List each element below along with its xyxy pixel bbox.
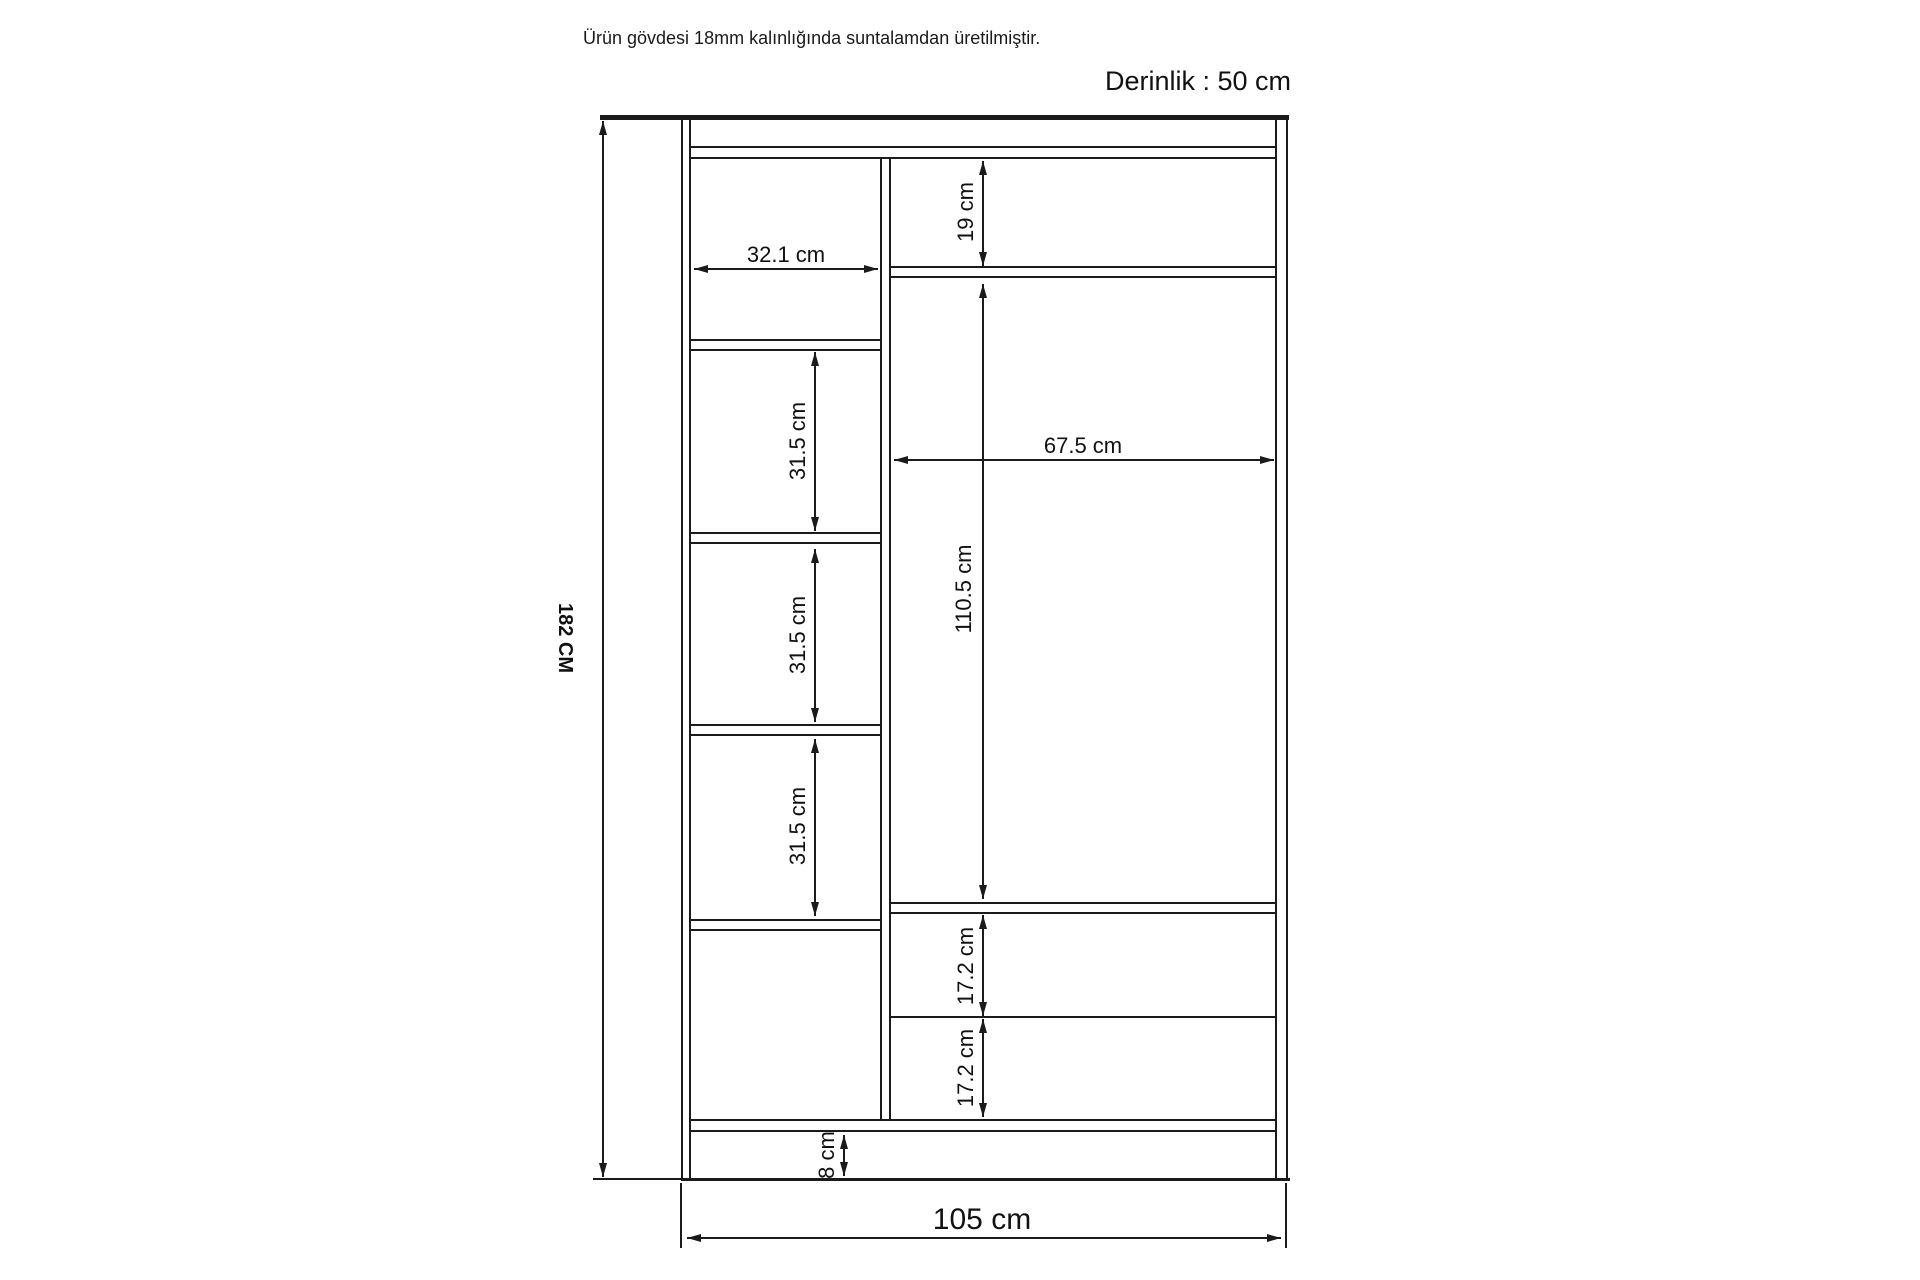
right-top-shelf-upper-line xyxy=(891,266,1277,268)
dim-label-shelf-gap-2: 31.5 cm xyxy=(785,595,810,675)
bottom-panel-upper-line xyxy=(691,1119,1277,1121)
dim-label-overall-width: 105 cm xyxy=(932,1203,1032,1236)
arrowhead-left-icon xyxy=(687,1234,701,1242)
dim-label-shelf-gap-1: 31.5 cm xyxy=(785,401,810,481)
right-side-panel-outer-line xyxy=(1286,118,1288,1178)
arrowhead-down-icon xyxy=(811,902,819,916)
center-divider-left-line xyxy=(880,157,882,1120)
cabinet-top-edge xyxy=(600,115,1289,120)
dim-line-shelf-gap-1 xyxy=(814,352,816,531)
arrowhead-up-icon xyxy=(979,284,987,298)
arrowhead-right-icon xyxy=(864,265,878,273)
arrowhead-down-icon xyxy=(979,885,987,899)
drawer-top-lower-line xyxy=(891,912,1277,914)
left-shelf-2-upper-line xyxy=(691,532,882,534)
dim-line-left-column-width xyxy=(694,268,878,270)
arrowhead-up-icon xyxy=(840,1135,848,1149)
material-note: Ürün gövdesi 18mm kalınlığında suntalamdan üretilmiştir. xyxy=(583,28,1041,48)
left-shelf-4-lower-line xyxy=(691,929,882,931)
dim-line-right-section-width xyxy=(894,459,1274,461)
arrowhead-left-icon xyxy=(894,456,908,464)
arrowhead-down-icon xyxy=(979,1103,987,1117)
dim-ext-width-right xyxy=(1285,1183,1287,1248)
arrowhead-right-icon xyxy=(1267,1234,1281,1242)
dim-line-drawer-1 xyxy=(982,915,984,1016)
dim-line-shelf-gap-3 xyxy=(814,739,816,916)
arrowhead-up-icon xyxy=(811,739,819,753)
left-shelf-2-lower-line xyxy=(691,542,882,544)
arrowhead-down-icon xyxy=(840,1162,848,1176)
dim-line-overall-width xyxy=(687,1237,1281,1239)
left-shelf-3-upper-line xyxy=(691,724,882,726)
dim-label-left-column-width: 32.1 cm xyxy=(746,242,826,267)
dim-label-shelf-gap-3: 31.5 cm xyxy=(785,786,810,866)
dim-ext-bottom-left xyxy=(593,1178,682,1180)
arrowhead-right-icon xyxy=(1260,456,1274,464)
left-shelf-3-lower-line xyxy=(691,734,882,736)
cabinet-bottom-edge xyxy=(681,1178,1290,1181)
left-shelf-4-upper-line xyxy=(691,919,882,921)
dim-line-hanging-area-height xyxy=(982,284,984,899)
top-panel-upper-line xyxy=(691,146,1277,148)
arrowhead-up-icon xyxy=(811,549,819,563)
arrowhead-up-icon xyxy=(599,121,607,135)
arrowhead-down-icon xyxy=(979,1002,987,1016)
dim-line-top-shelf-height xyxy=(982,161,984,266)
dim-label-base-height: 8 cm xyxy=(814,1131,839,1179)
dim-label-drawer-1: 17.2 cm xyxy=(953,926,978,1006)
right-top-shelf-lower-line xyxy=(891,276,1277,278)
arrowhead-up-icon xyxy=(979,915,987,929)
drawer-top-upper-line xyxy=(891,902,1277,904)
bottom-panel-lower-line xyxy=(691,1130,1277,1132)
dim-label-top-shelf-height: 19 cm xyxy=(953,182,978,242)
arrowhead-up-icon xyxy=(979,161,987,175)
dim-label-drawer-2: 17.2 cm xyxy=(953,1028,978,1108)
arrowhead-up-icon xyxy=(979,1019,987,1033)
arrowhead-down-icon xyxy=(599,1163,607,1177)
depth-label: Derinlik : 50 cm xyxy=(1105,66,1292,96)
center-divider-right-line xyxy=(889,157,891,1120)
arrowhead-left-icon xyxy=(694,265,708,273)
arrowhead-down-icon xyxy=(979,252,987,266)
arrowhead-up-icon xyxy=(811,352,819,366)
arrowhead-down-icon xyxy=(811,708,819,722)
left-shelf-1-upper-line xyxy=(691,339,882,341)
dim-label-right-section-width: 67.5 cm xyxy=(1043,433,1123,458)
dim-ext-width-left xyxy=(680,1183,682,1248)
left-side-panel-outer-line xyxy=(681,118,683,1178)
top-panel-lower-line xyxy=(691,157,1277,159)
dim-line-shelf-gap-2 xyxy=(814,549,816,722)
left-shelf-1-lower-line xyxy=(691,349,882,351)
dim-label-hanging-area-height: 110.5 cm xyxy=(951,544,976,634)
arrowhead-down-icon xyxy=(811,517,819,531)
dim-label-overall-height: 182 CM xyxy=(554,602,576,674)
left-side-panel-inner-line xyxy=(689,118,691,1178)
drawer-divider-line xyxy=(891,1016,1277,1018)
dim-line-overall-height xyxy=(602,121,604,1177)
